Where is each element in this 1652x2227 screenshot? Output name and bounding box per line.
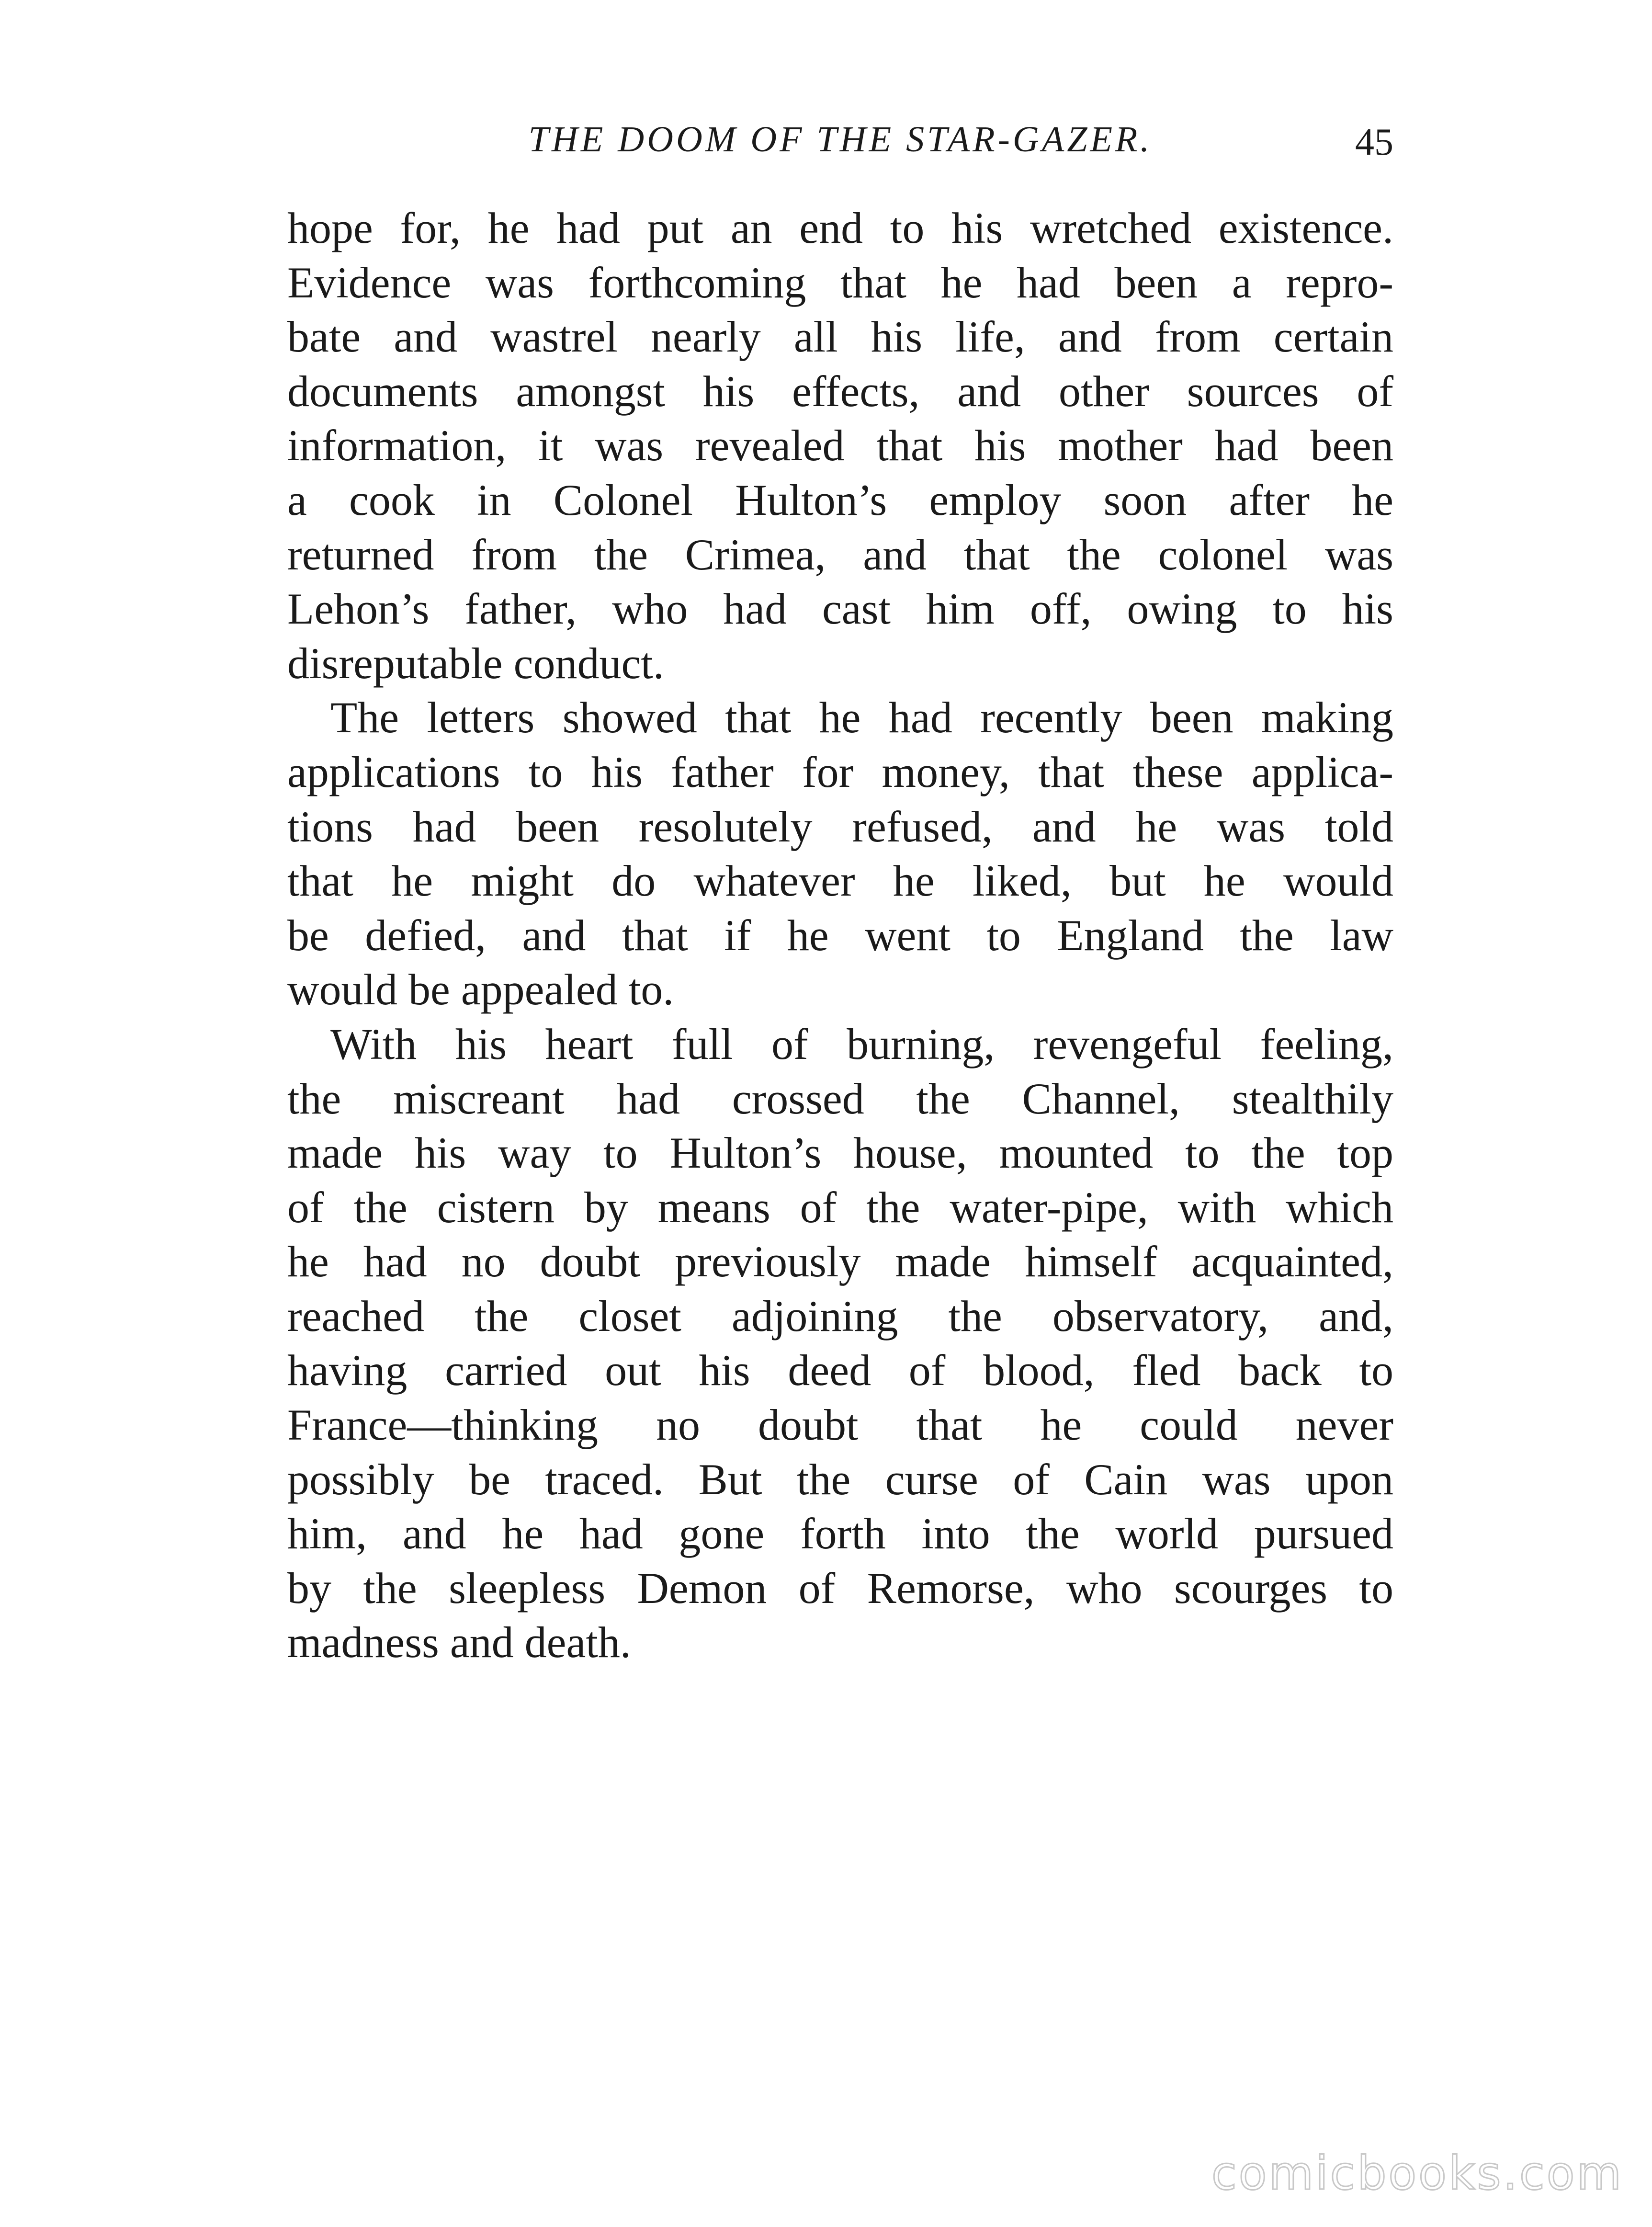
- watermark: comicbooks.com: [1211, 2147, 1623, 2200]
- text-line: applications to his father for money, that these applica-: [287, 747, 1393, 796]
- text-line: information, it was revealed that his mother had been: [287, 421, 1393, 470]
- page-number: 45: [1355, 121, 1393, 163]
- text-line: tions had been resolutely refused, and he was told: [287, 802, 1393, 851]
- text-line: him, and he had gone forth into the world pursued: [287, 1509, 1393, 1558]
- text-line: documents amongst his effects, and other sources of: [287, 366, 1393, 416]
- paragraph-2: [287, 691, 1393, 1017]
- text-line: be defied, and that if he went to England the law: [287, 910, 1393, 960]
- text-line: madness and death.: [287, 1618, 631, 1667]
- text-line: Lehon’s father, who had cast him off, owing to his: [287, 584, 1393, 634]
- text-line: having carried out his deed of blood, fled back to: [287, 1346, 1393, 1395]
- text-line: made his way to Hulton’s house, mounted to the top: [287, 1128, 1393, 1178]
- text-line: that he might do whatever he liked, but he would: [287, 856, 1393, 906]
- text-line: Evidence was forthcoming that he had been a repro-: [287, 258, 1393, 307]
- text-line: possibly be traced. But the curse of Cain was upon: [287, 1454, 1393, 1504]
- text-line: reached the closet adjoining the observatory, and,: [287, 1291, 1393, 1341]
- text-line: by the sleepless Demon of Remorse, who scourges to: [287, 1563, 1393, 1613]
- text-line: bate and wastrel nearly all his life, and from certain: [287, 312, 1393, 362]
- text-line: With his heart full of burning, revengeful feeling,: [330, 1019, 1393, 1068]
- running-title: THE DOOM OF THE STAR-GAZER.: [528, 119, 1153, 159]
- text-line: disreputable conduct.: [287, 638, 664, 688]
- text-line: a cook in Colonel Hulton’s employ soon after he: [287, 475, 1393, 524]
- text-line: hope for, he had put an end to his wretched existence.: [287, 204, 1393, 252]
- text-line: The letters showed that he had recently been making: [330, 693, 1393, 742]
- text-line: the miscreant had crossed the Channel, stealthily: [287, 1074, 1393, 1123]
- body-text: [287, 201, 1393, 1670]
- text-line: France—thinking no doubt that he could never: [287, 1400, 1393, 1450]
- running-head: [287, 113, 1393, 166]
- text-line: of the cistern by means of the water-pipe, with which: [287, 1182, 1393, 1232]
- paragraph-1: [287, 201, 1393, 691]
- text-line: would be appealed to.: [287, 965, 674, 1014]
- text-line: returned from the Crimea, and that the colonel was: [287, 530, 1393, 579]
- text-line: he had no doubt previously made himself acquainted,: [287, 1237, 1393, 1286]
- paragraph-3: [287, 1017, 1393, 1670]
